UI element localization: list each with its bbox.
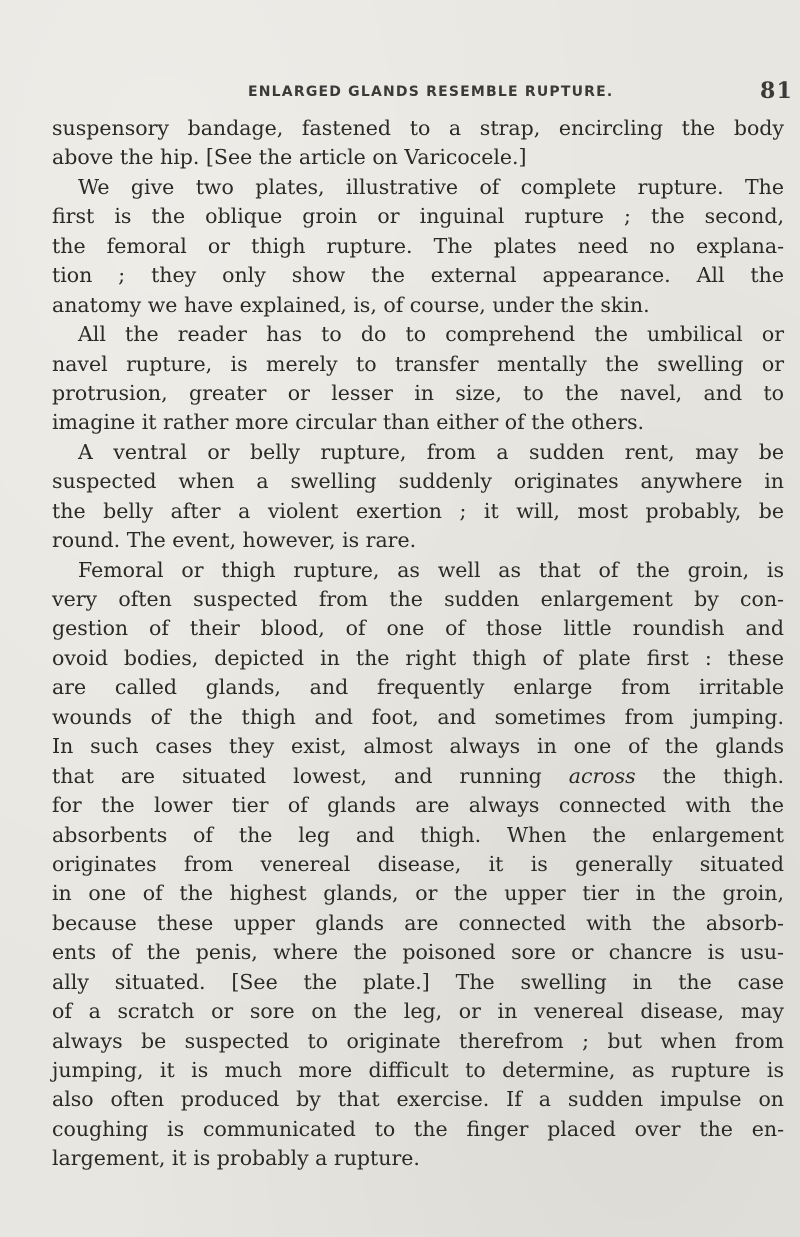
- text-line: for the lower tier of glands are always connected with the: [52, 793, 784, 818]
- running-title: ENLARGED GLANDS RESEMBLE RUPTURE.: [248, 84, 614, 100]
- text-line: absorbents of the leg and thigh. When the enlargement: [52, 822, 784, 847]
- text-line: We give two plates, illustrative of complete rupture. The: [78, 174, 784, 199]
- text-line: A ventral or belly rupture, from a sudden rent, may be: [78, 439, 784, 464]
- text-line: ovoid bodies, depicted in the right thigh of plate first : these: [52, 645, 784, 670]
- text-line: suspected when a swelling suddenly originates anywhere in: [52, 469, 784, 494]
- text-line: above the hip. [See the article on Varicocele.]: [52, 145, 527, 170]
- text-line: ents of the penis, where the poisoned sore or chancre is usu-: [52, 940, 784, 965]
- text-line: wounds of the thigh and foot, and sometimes from jumping.: [52, 704, 784, 729]
- text-line: gestion of their blood, of one of those little roundish and: [52, 616, 784, 641]
- text-line: first is the oblique groin or inguinal rupture ; the second,: [52, 204, 784, 229]
- text-line: also often produced by that exercise. If a sudden impulse on: [52, 1087, 784, 1112]
- text-line: tion ; they only show the external appearance. All the: [52, 263, 784, 288]
- text-line: of a scratch or sore on the leg, or in venereal disease, may: [52, 999, 784, 1024]
- text-line: [52, 762, 784, 791]
- text-line: anatomy we have explained, is, of course, under the skin.: [52, 292, 650, 317]
- text-line: are called glands, and frequently enlarge from irritable: [52, 675, 784, 700]
- text-line: ally situated. [See the plate.] The swelling in the case: [52, 969, 784, 994]
- text-line: suspensory bandage, fastened to a strap, encircling the body: [52, 116, 784, 140]
- text-line: because these upper glands are connected with the absorb-: [52, 910, 784, 935]
- text-line: originates from venereal disease, it is generally situated: [52, 851, 784, 876]
- text-line: round. The event, however, is rare.: [52, 528, 417, 553]
- text-line: coughing is communicated to the finger placed over the en-: [52, 1116, 784, 1141]
- text-line: the femoral or thigh rupture. The plates need no explana-: [52, 233, 784, 258]
- running-header: [248, 78, 794, 108]
- text-line: largement, it is probably a rupture.: [52, 1146, 420, 1171]
- text-line: All the reader has to do to comprehend the umbilical or: [78, 322, 784, 347]
- text-fragment: the thigh.: [662, 763, 784, 788]
- text-line: navel rupture, is merely to transfer mentally the swelling or: [52, 351, 784, 376]
- text-fragment: that are situated lowest, and running: [52, 763, 542, 788]
- text-line: always be suspected to originate therefrom ; but when from: [52, 1028, 784, 1053]
- body-text: [52, 114, 784, 1174]
- text-line: the belly after a violent exertion ; it will, most probably, be: [52, 498, 784, 523]
- text-line: imagine it rather more circular than either of the others.: [52, 410, 645, 435]
- page-number: 81: [760, 78, 794, 104]
- text-line: In such cases they exist, almost always in one of the glands: [52, 734, 784, 759]
- italic-word: across: [568, 763, 636, 788]
- text-line: in one of the highest glands, or the upper tier in the groin,: [52, 881, 784, 906]
- text-line: protrusion, greater or lesser in size, to the navel, and to: [52, 380, 784, 405]
- text-line: Femoral or thigh rupture, as well as that of the groin, is: [78, 557, 784, 582]
- text-line: very often suspected from the sudden enlargement by con-: [52, 587, 784, 611]
- text-line: jumping, it is much more difficult to determine, as rupture is: [52, 1058, 784, 1082]
